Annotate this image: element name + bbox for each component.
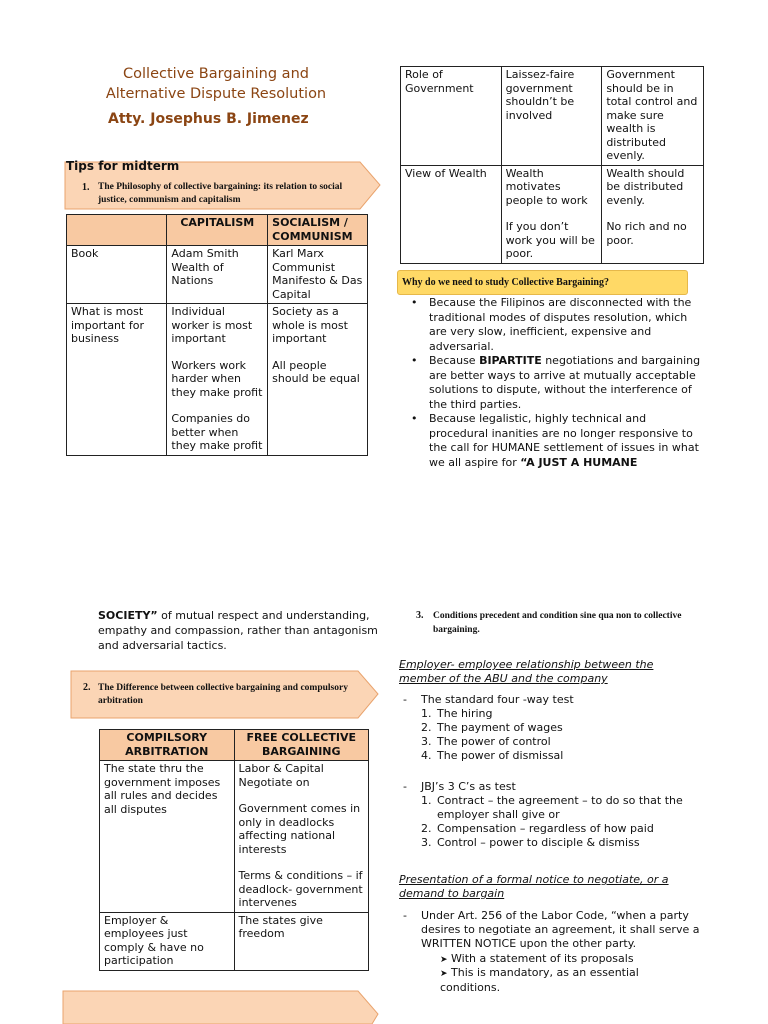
cell-paragraph: Government comes in only in deadlocks affecting national interests	[238, 802, 361, 856]
row-label-government: Role of Government	[401, 67, 502, 166]
ideology-table	[66, 214, 368, 456]
list-item: 3. Control – power to disciple & dismiss	[421, 836, 640, 849]
arbitration-table	[99, 729, 369, 971]
society-emphasis: SOCIETY”	[98, 609, 158, 622]
item-2-number: 2.	[83, 682, 91, 693]
list-item: 2. Compensation – regardless of how paid	[421, 822, 654, 835]
bullet-text: Because	[429, 354, 480, 367]
list-item: 4. The power of dismissal	[421, 749, 564, 762]
table-header-row	[100, 730, 369, 761]
why-study-heading: Why do we need to study Collective Bargaining?	[397, 270, 688, 295]
cell-paragraph: Terms & conditions – if deadlock- government intervenes	[238, 869, 363, 909]
three-cs-block	[401, 780, 711, 850]
four-way-test-label: - The standard four -way test	[401, 693, 711, 707]
cell-paragraph: Companies do better when they make profit	[171, 412, 263, 452]
society-paragraph	[98, 608, 378, 653]
list-item: 3. The power of control	[421, 735, 551, 748]
author-name: Atty. Josephus B. Jimenez	[108, 111, 309, 127]
cell-paragraph: No rich and no poor.	[606, 220, 687, 247]
cell-bargaining-2: The states give freedom	[234, 912, 368, 970]
just-humane-emphasis: “A JUST A HUMANE	[520, 455, 638, 469]
cell-paragraph: If you don’t work you will be poor.	[505, 220, 595, 260]
cell-arbitration-2: Employer & employees just comply & have no participation	[100, 912, 235, 970]
row-label-wealth: View of Wealth	[401, 165, 502, 263]
bullet-text: Because legalistic, highly technical and procedural inanities are no longer responsive to the call for HUMANE settlement of issues in what we all aspire for	[429, 412, 699, 469]
cell-government-capitalism: Laissez-faire government shouldn’t be involved	[501, 67, 602, 166]
table-row	[100, 912, 369, 970]
cell-paragraph: Individual worker is most important	[171, 305, 253, 345]
table-header-empty	[67, 215, 167, 246]
table-row	[401, 67, 704, 166]
title-line-1: Collective Bargaining and	[123, 66, 309, 82]
cell-important-socialism	[268, 304, 368, 456]
header-free-collective-bargaining: FREE COLLECTIVE BARGAINING	[234, 730, 368, 761]
cell-government-socialism: Government should be in total control and make sure wealth is distributed evenly.	[602, 67, 704, 166]
list-item-text: The power of dismissal	[437, 749, 564, 762]
list-item-text: The power of control	[437, 735, 551, 748]
list-item: 2. The payment of wages	[421, 721, 563, 734]
notice-sub-item	[440, 952, 634, 967]
three-cs-list	[401, 794, 711, 850]
cell-paragraph: Wealth should be distributed evenly.	[606, 166, 685, 207]
title-line-2: Alternative Dispute Resolution	[105, 86, 327, 102]
row-label-book: Book	[67, 246, 167, 304]
bipartite-emphasis: BIPARTITE	[479, 354, 542, 367]
bullet-text: negotiations and bargaining are better ways to arrive at mutually acceptable solutions to dispute, without the interference of the third parties.	[429, 354, 701, 411]
notice-sub-text: With a statement of its proposals	[451, 952, 634, 965]
table-row	[100, 761, 369, 913]
table-header-row	[67, 215, 368, 246]
header-socialism: SOCIALISM / COMMUNISM	[268, 215, 368, 246]
list-item-text: The hiring	[437, 707, 493, 720]
cell-book-socialism: Karl Marx Communist Manifesto & Das Capital	[268, 246, 368, 304]
cell-paragraph: All people should be equal	[272, 358, 360, 385]
list-item-text: Compensation – regardless of how paid	[437, 822, 654, 835]
why-bullet-list	[397, 296, 707, 470]
cell-arbitration-1: The state thru the government imposes all rules and decides all disputes	[100, 761, 235, 913]
cell-book-capitalism: Adam Smith Wealth of Nations	[167, 246, 268, 304]
table-row	[401, 165, 704, 263]
cell-paragraph: Labor & Capital Negotiate on	[238, 762, 324, 789]
item-1-number: 1.	[82, 182, 90, 193]
list-item-text: Contract – the agreement – to do so that the employer shall give or	[437, 794, 683, 821]
item-1-text: The Philosophy of collective bargaining: its relation to social justice, communism and capitalism	[98, 182, 343, 205]
cell-wealth-capitalism	[501, 165, 602, 263]
tips-label: Tips for midterm	[66, 159, 180, 173]
document-title	[70, 64, 362, 104]
cell-bargaining-1	[234, 761, 368, 913]
row-label-important: What is most important for business	[67, 304, 167, 456]
table-row	[67, 246, 368, 304]
item-4-arrow-banner	[62, 990, 380, 1024]
notice-heading: Presentation of a formal notice to negotiate, or a demand to bargain	[399, 873, 669, 900]
header-compulsory-arbitration: COMPILSORY ARBITRATION	[100, 730, 235, 761]
employer-relationship-heading: Employer- employee relationship between the member of the ABU and the company	[399, 658, 654, 685]
header-capitalism: CAPITALISM	[167, 215, 268, 246]
list-item-text: Control – power to disciple & dismiss	[437, 836, 640, 849]
list-item: 1. Contract – the agreement – to do so that the employer shall give or	[421, 794, 711, 822]
cell-paragraph: Society as a whole is most important	[272, 305, 348, 345]
list-item-text: The payment of wages	[437, 721, 563, 734]
three-cs-label: - JBJ’s 3 C’s as test	[401, 780, 711, 794]
four-way-test-block	[401, 693, 711, 763]
cell-paragraph: Workers work harder when they make profit	[171, 358, 263, 399]
list-item	[397, 354, 707, 412]
ideology-table-continued	[400, 66, 704, 264]
notice-sub-text: This is mandatory, as an essential conditions.	[440, 966, 639, 994]
item-3-number: 3.	[416, 610, 424, 621]
arrow-icon: ➤	[440, 969, 448, 979]
list-item: 1. The hiring	[421, 707, 493, 720]
cell-wealth-socialism	[602, 165, 704, 263]
table-row	[67, 304, 368, 456]
item-3-text: Conditions precedent and condition sine qua non to collective bargaining.	[433, 611, 682, 635]
cell-paragraph: Wealth motivates people to work	[505, 166, 588, 207]
list-item: • Because the Filipinos are disconnected with the traditional modes of disputes resolution, which are very slow, inefficient, expensive and adversarial.	[397, 296, 707, 354]
list-item	[397, 412, 707, 470]
arrow-icon: ➤	[440, 955, 448, 965]
cell-important-capitalism	[167, 304, 268, 456]
notice-sub-item	[440, 966, 700, 995]
notice-text: - Under Art. 256 of the Labor Code, “when a party desires to negotiate an agreement, it shall serve a WRITTEN NOTICE upon the other party.	[401, 909, 707, 951]
four-way-test-list	[401, 707, 711, 763]
item-2-text: The Difference between collective bargaining and compulsory arbitration	[98, 683, 348, 706]
society-text: of mutual respect and understanding, empathy and compassion, rather than antagonism and adversarial tactics.	[98, 609, 378, 652]
